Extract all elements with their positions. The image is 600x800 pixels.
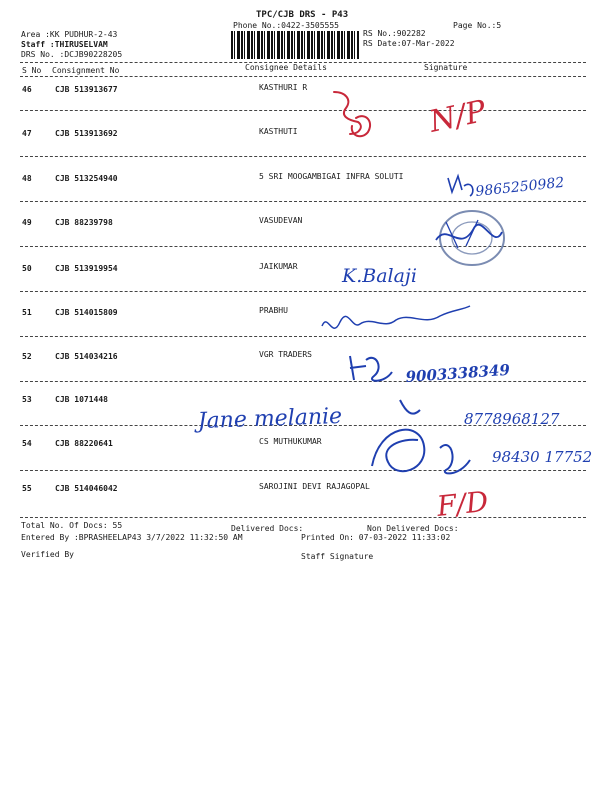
red-signature: [334, 92, 370, 136]
row-consignee: VASUDEVAN: [259, 216, 303, 225]
blue-initials: [448, 176, 473, 196]
handwritten-phone-1: 9865250982: [474, 174, 566, 200]
row-consignment: CJB 513919954: [55, 264, 118, 273]
blue-signature-row-51: [322, 306, 470, 328]
phone-number: Phone No.:0422-3505555: [233, 21, 339, 30]
row-consignment: CJB 513913692: [55, 129, 118, 138]
drs-number: DRS No. :DCJB90228205: [21, 50, 123, 59]
row-consignment: CJB 1071448: [55, 395, 108, 404]
printed-on: Printed On: 07-03-2022 11:33:02: [301, 533, 451, 542]
row-consignment: CJB 514015809: [55, 308, 118, 317]
row-consignment: CJB 88220641: [55, 439, 113, 448]
verified-by: Verified By: [21, 550, 74, 559]
row-sno: 53: [22, 395, 32, 404]
row-sno: 54: [22, 439, 32, 448]
area-label: Area :KK PUDHUR-2-43: [21, 30, 118, 39]
staff-label: Staff :THIRUSELVAM: [21, 40, 108, 49]
row-consignee: KASTHURI R: [259, 83, 308, 92]
handwritten-np: N/P: [426, 93, 489, 140]
total-docs: Total No. Of Docs: 55: [21, 521, 123, 530]
row-consignment: CJB 513254940: [55, 174, 118, 183]
handwritten-kbalaji: K.Balaji: [342, 265, 417, 287]
rs-number: RS No.:902282: [363, 29, 426, 38]
handwritten-phone-2: 9003338349: [405, 360, 511, 386]
column-signature: Signature: [424, 63, 468, 72]
row-consignee: JAIKUMAR: [259, 262, 298, 271]
stamp: [436, 211, 504, 265]
row-consignment: CJB 514046042: [55, 484, 118, 493]
row-consignment: CJB 514034216: [55, 352, 118, 361]
staff-signature-label: Staff Signature: [301, 552, 374, 561]
row-sno: 50: [22, 264, 32, 273]
row-consignment: CJB 88239798: [55, 218, 113, 227]
row-sno: 48: [22, 174, 32, 183]
row-sno: 55: [22, 484, 32, 493]
non-delivered-docs: Non Delivered Docs:: [367, 524, 459, 533]
column-consignee: Consignee Details: [245, 63, 327, 72]
handwritten-phone-3: 8778968127: [464, 410, 560, 428]
row-consignee: SAROJINI DEVI RAJAGOPAL: [259, 482, 370, 491]
row-sno: 47: [22, 129, 32, 138]
blue-signature-row-54: [372, 400, 470, 473]
row-sno: 49: [22, 218, 32, 227]
rs-date: RS Date:07-Mar-2022: [363, 39, 455, 48]
row-sno: 51: [22, 308, 32, 317]
handwritten-phone-4: 98430 17752: [492, 448, 593, 466]
column-sno: S No: [22, 66, 42, 75]
handwritten-fd: F/D: [435, 484, 490, 523]
row-consignment: CJB 513913677: [55, 85, 118, 94]
row-consignee: KASTHUTI: [259, 127, 298, 136]
blue-signature-row-52: [350, 356, 392, 381]
row-consignee: PRABHU: [259, 306, 288, 315]
row-sno: 52: [22, 352, 32, 361]
row-consignee: VGR TRADERS: [259, 350, 312, 359]
column-consignment: Consignment No: [52, 66, 120, 75]
document-title: TPC/CJB DRS - P43: [256, 10, 349, 20]
handwritten-jane: Jane melanie: [197, 403, 343, 434]
row-consignee: CS MUTHUKUMAR: [259, 437, 322, 446]
page-number: Page No.:5: [453, 21, 502, 30]
delivered-docs: Delivered Docs:: [231, 524, 304, 533]
row-consignee: 5 SRI MOOGAMBIGAI INFRA SOLUTI: [259, 172, 404, 181]
row-sno: 46: [22, 85, 32, 94]
entered-by: Entered By :BPRASHEELAP43 3/7/2022 11:32:50 AM: [21, 533, 243, 542]
